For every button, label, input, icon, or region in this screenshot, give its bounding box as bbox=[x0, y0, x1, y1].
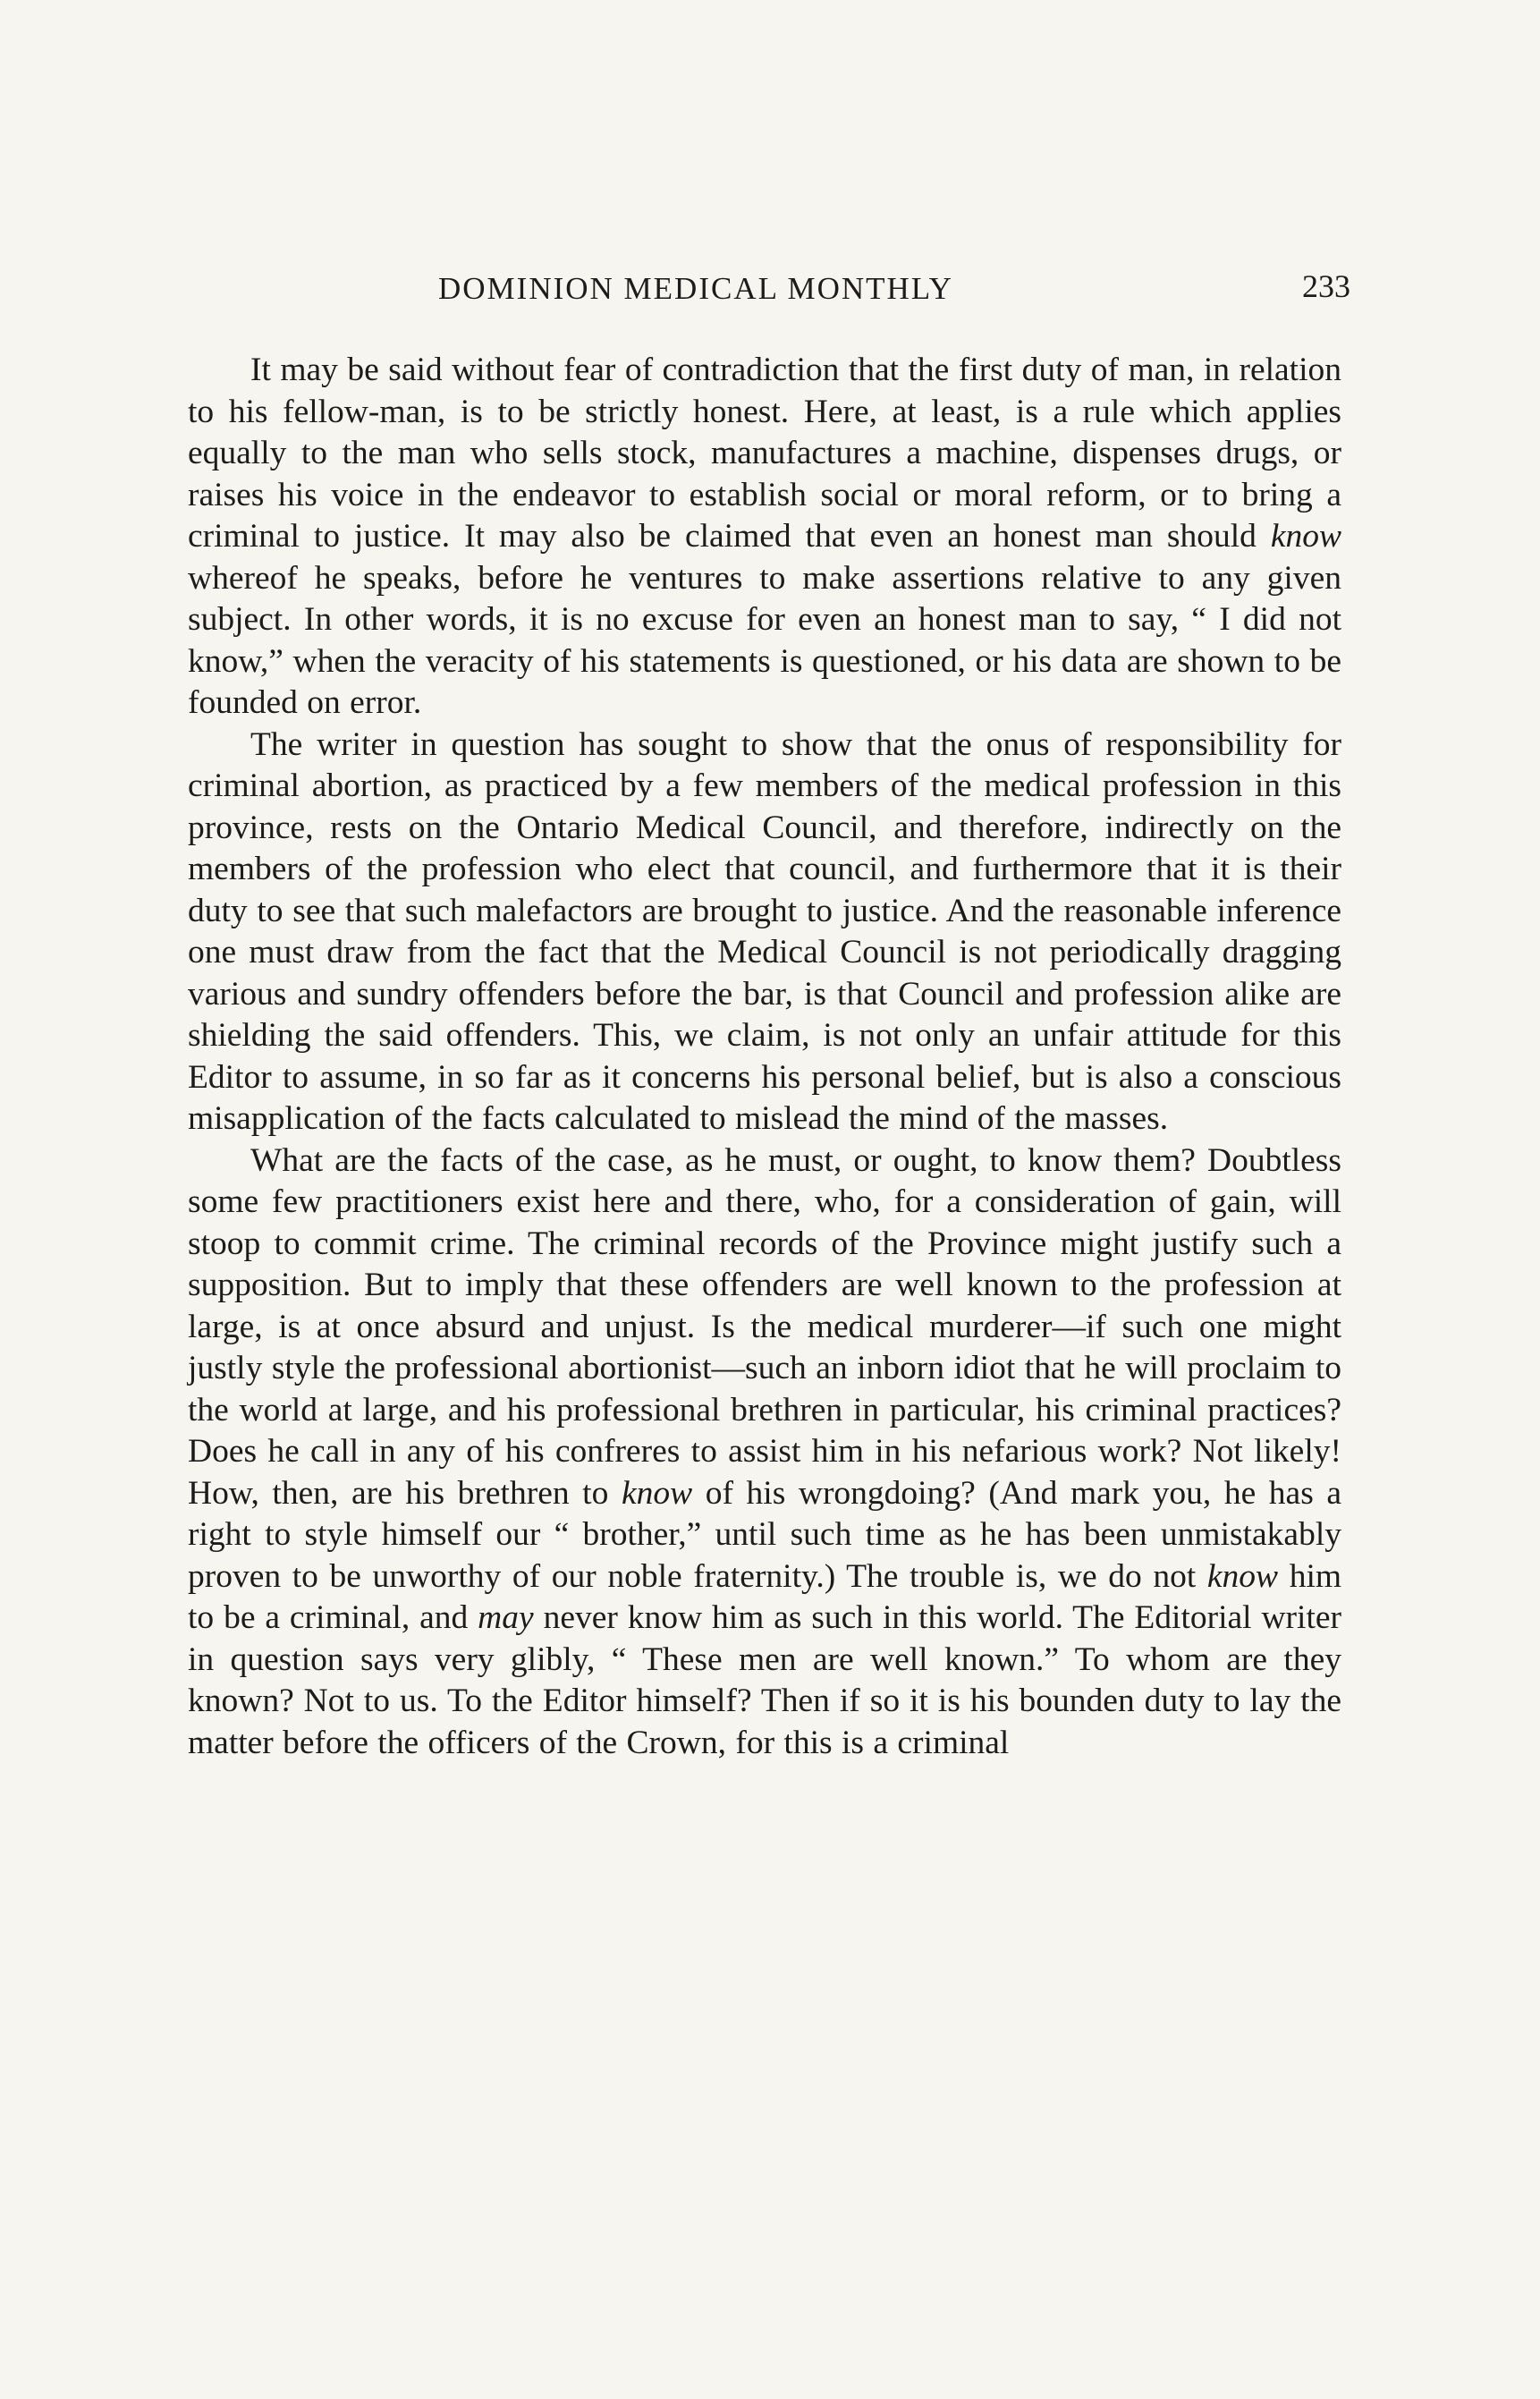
paragraph-3-text-c: him to be a criminal, and bbox=[188, 1557, 1342, 1636]
paragraph-1-text-a: It may be said without fear of contradiction that the first duty of man, in relation to his fellow-man, is to be strictly honest. Here, at least, is a rule which applies equally to the man who sells stock, manufactures a machine, dispenses drugs, or raises his voice in the endeavor to establish social or moral reform, or to bring a criminal to justice. It may also be claimed that even an honest man should bbox=[188, 352, 1341, 555]
paragraph-3 bbox=[188, 1140, 1341, 1765]
paragraph-2: The writer in question has sought to show that the onus of responsibility for criminal abortion, as practiced by a few members of the medical profession in this province, rests on the Ontario Medical Council, and therefore, indirectly on the members of the profession who elect that council, and furthermore that it is their duty to see that such malefactors are brought to justice. And the reasonable inference one must draw from the fact that the Medical Council is not periodically dragging various and sundry offenders before the bar, is that Council and profession alike are shielding the said offenders. This, we claim, is not only an unfair attitude for this Editor to assume, in so far as it concerns his personal belief, but is also a conscious misapplication of the facts calculated to mislead the mind of the masses. bbox=[188, 725, 1341, 1137]
paragraph-3-italic-know-1: know bbox=[621, 1474, 693, 1512]
journal-title: DOMINION MEDICAL MONTHLY bbox=[438, 271, 953, 306]
paragraph-1-text-b: whereof he speaks, before he ventures to make assertions relative to any given subject. In other words, it is no excuse for even an honest man to say, “ I did not know,” when the veracity of his statements is questioned, or his data are shown to be founded on error. bbox=[188, 559, 1341, 721]
paragraph-3-text-b: of his wrongdoing? (And mark you, he has a right to style himself our “ brother,” until such time as he has been unmistakably proven to be unworthy of our noble fraternity.) The trouble is, we do not bbox=[188, 1474, 1342, 1595]
document-page bbox=[188, 264, 1350, 1764]
paragraph-1 bbox=[188, 350, 1341, 725]
paragraph-3-text-a: What are the facts of the case, as he must, or ought, to know them? Doubtless some few practitioners exist here and there, who, for a consideration of gain, will stoop to commit crime. The criminal records of the Province might justify such a supposition. But to imply that these offenders are well known to the profession at large, is at once absurd and unjust. Is the medical murderer—if such one might justly style the professional abortionist—such an inborn idiot that he will proclaim to the world at large, and his professional brethren in particular, his criminal practices? Does he call in any of his confreres to assist him in his nefarious work? Not likely! How, then, are his brethren to bbox=[188, 1141, 1341, 1512]
running-header bbox=[188, 264, 1350, 318]
paragraph-3-italic-may: may bbox=[478, 1599, 534, 1636]
page-number: 233 bbox=[1302, 268, 1350, 304]
article-body bbox=[188, 350, 1341, 1764]
paragraph-3-italic-know-2: know bbox=[1206, 1557, 1279, 1595]
paragraph-1-italic-know: know bbox=[1270, 518, 1341, 555]
paragraph-3-text-d: never know him as such in this world. The Editorial writer in question says very glibly, “ These men are well known.” To whom are they known? Not to us. To the Editor himself? Then if so it is his bounden duty to lay the matter before the officers of the Crown, for this is a criminal bbox=[188, 1599, 1342, 1761]
